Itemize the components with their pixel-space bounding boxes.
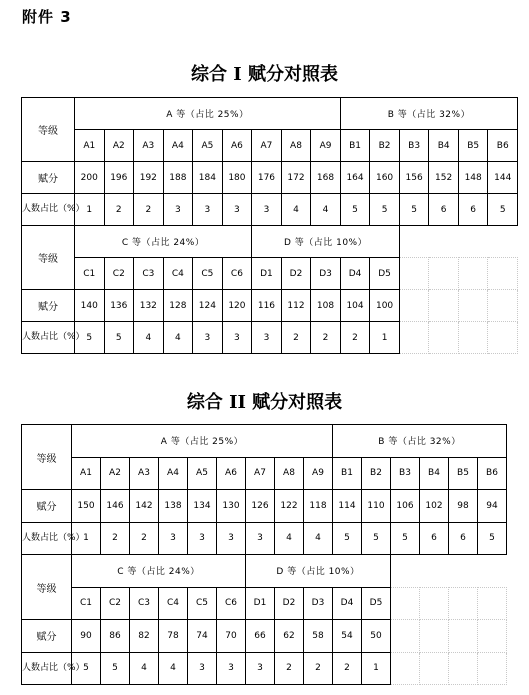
ratio-cell: 6 <box>458 194 488 226</box>
grade-category-header: A 等（占比 25%） <box>75 98 341 130</box>
ratio-cell: 2 <box>134 194 164 226</box>
score-cell: 176 <box>252 162 282 194</box>
score-cell: 126 <box>246 490 275 523</box>
score-cell: 86 <box>101 620 130 653</box>
empty-cell <box>399 290 429 322</box>
ratio-cell: 2 <box>101 522 130 555</box>
score-cell: 116 <box>252 290 282 322</box>
grade-category-header: A 等（占比 25%） <box>72 425 333 458</box>
score-cell: 50 <box>362 620 391 653</box>
grade-code-cell: C2 <box>101 587 130 620</box>
ratio-cell: 4 <box>311 194 341 226</box>
grade-label: 等级 <box>22 226 75 290</box>
grade-category-header: D 等（占比 10%） <box>252 226 400 258</box>
ratio-cell: 1 <box>75 194 105 226</box>
grade-code-row <box>22 258 518 290</box>
grade-code-cell: D2 <box>275 587 304 620</box>
score-cell: 148 <box>458 162 488 194</box>
empty-cell <box>429 258 459 290</box>
category-row <box>22 425 507 458</box>
score-cell: 140 <box>75 290 105 322</box>
score-cell: 98 <box>449 490 478 523</box>
ratio-cell: 1 <box>72 522 101 555</box>
grade-label: 等级 <box>22 555 72 620</box>
ratio-cell: 5 <box>478 522 507 555</box>
ratio-cell: 3 <box>188 652 217 685</box>
grade-code-cell: B2 <box>370 130 400 162</box>
ratio-cell: 5 <box>104 322 134 354</box>
ratio-cell: 2 <box>104 194 134 226</box>
ratio-cell: 4 <box>304 522 333 555</box>
score-cell: 54 <box>333 620 362 653</box>
grade-code-cell: A6 <box>217 457 246 490</box>
ratio-cell: 5 <box>101 652 130 685</box>
score-cell: 78 <box>159 620 188 653</box>
grade-code-cell: B5 <box>458 130 488 162</box>
ratio-label: 人数占比（%） <box>22 322 75 354</box>
category-row <box>22 226 518 258</box>
empty-cell <box>429 290 459 322</box>
ratio-cell: 3 <box>217 652 246 685</box>
ratio-cell: 2 <box>311 322 341 354</box>
ratio-cell: 3 <box>252 194 282 226</box>
ratio-cell: 3 <box>222 322 252 354</box>
score-cell: 82 <box>130 620 159 653</box>
grade-category-header: C 等（占比 24%） <box>72 555 246 588</box>
score-cell: 200 <box>75 162 105 194</box>
grade-code-cell: D2 <box>281 258 311 290</box>
grade-code-cell: B4 <box>420 457 449 490</box>
grade-code-cell: B3 <box>399 130 429 162</box>
score-cell: 180 <box>222 162 252 194</box>
score-cell: 74 <box>188 620 217 653</box>
score-cell: 94 <box>478 490 507 523</box>
grade-code-cell: B6 <box>488 130 518 162</box>
grade-code-cell: A4 <box>159 457 188 490</box>
empty-cell <box>420 652 449 685</box>
empty-cell <box>458 258 488 290</box>
ratio-cell: 5 <box>333 522 362 555</box>
ratio-cell: 3 <box>252 322 282 354</box>
score-cell: 124 <box>193 290 223 322</box>
grade-category-header: C 等（占比 24%） <box>75 226 252 258</box>
grade-code-cell: A1 <box>75 130 105 162</box>
empty-cell <box>420 587 449 620</box>
ratio-cell: 2 <box>340 322 370 354</box>
score-cell: 136 <box>104 290 134 322</box>
score-cell: 114 <box>333 490 362 523</box>
score-cell: 142 <box>130 490 159 523</box>
grade-category-header: D 等（占比 10%） <box>246 555 391 588</box>
ratio-cell: 4 <box>130 652 159 685</box>
ratio-cell: 3 <box>217 522 246 555</box>
grade-code-cell: D5 <box>370 258 400 290</box>
grade-code-cell: D5 <box>362 587 391 620</box>
grade-code-cell: D1 <box>246 587 275 620</box>
grade-code-cell: A8 <box>281 130 311 162</box>
score-cell: 132 <box>134 290 164 322</box>
ratio-cell: 4 <box>159 652 188 685</box>
grade-code-cell: A5 <box>193 130 223 162</box>
category-row <box>22 555 507 588</box>
empty-cell <box>488 290 518 322</box>
ratio-cell: 4 <box>281 194 311 226</box>
ratio-cell: 3 <box>246 522 275 555</box>
ratio-cell: 3 <box>246 652 275 685</box>
grade-code-cell: C3 <box>134 258 164 290</box>
score-cell: 100 <box>370 290 400 322</box>
ratio-cell: 5 <box>340 194 370 226</box>
grade-code-row <box>22 587 507 620</box>
score-cell: 196 <box>104 162 134 194</box>
grade-code-cell: D4 <box>340 258 370 290</box>
score-cell: 172 <box>281 162 311 194</box>
score-label: 赋分 <box>22 162 75 194</box>
empty-cell <box>449 620 478 653</box>
empty-cell <box>478 555 507 588</box>
grade-category-header: B 等（占比 32%） <box>333 425 507 458</box>
attachment-label: 附件 3 <box>22 8 72 26</box>
ratio-cell: 3 <box>159 522 188 555</box>
grade-code-cell: B2 <box>362 457 391 490</box>
ratio-cell: 5 <box>370 194 400 226</box>
table-2-title: 综合 II 赋分对照表 <box>186 392 343 413</box>
score-table-2 <box>21 424 507 685</box>
score-cell: 58 <box>304 620 333 653</box>
empty-cell <box>458 226 488 258</box>
score-cell: 90 <box>72 620 101 653</box>
score-cell: 134 <box>188 490 217 523</box>
ratio-cell: 4 <box>275 522 304 555</box>
score-label: 赋分 <box>22 490 72 523</box>
empty-cell <box>391 652 420 685</box>
ratio-row <box>22 322 518 354</box>
score-cell: 118 <box>304 490 333 523</box>
score-cell: 122 <box>275 490 304 523</box>
grade-code-cell: B6 <box>478 457 507 490</box>
ratio-cell: 1 <box>370 322 400 354</box>
empty-cell <box>488 322 518 354</box>
grade-code-cell: C6 <box>217 587 246 620</box>
score-label: 赋分 <box>22 620 72 653</box>
score-table-1 <box>21 97 518 354</box>
category-row <box>22 98 518 130</box>
score-cell: 130 <box>217 490 246 523</box>
empty-cell <box>478 620 507 653</box>
empty-cell <box>420 555 449 588</box>
grade-code-cell: C6 <box>222 258 252 290</box>
score-cell: 102 <box>420 490 449 523</box>
ratio-cell: 3 <box>193 194 223 226</box>
grade-code-cell: A2 <box>101 457 130 490</box>
score-row <box>22 620 507 653</box>
empty-cell <box>478 652 507 685</box>
score-cell: 146 <box>101 490 130 523</box>
grade-code-cell: A6 <box>222 130 252 162</box>
empty-cell <box>420 620 449 653</box>
score-cell: 152 <box>429 162 459 194</box>
grade-code-cell: B4 <box>429 130 459 162</box>
score-cell: 160 <box>370 162 400 194</box>
score-cell: 188 <box>163 162 193 194</box>
ratio-label: 人数占比（%） <box>22 522 72 555</box>
score-cell: 62 <box>275 620 304 653</box>
table-1-title: 综合 I 赋分对照表 <box>191 64 338 85</box>
ratio-cell: 5 <box>399 194 429 226</box>
score-cell: 108 <box>311 290 341 322</box>
empty-cell <box>478 587 507 620</box>
empty-cell <box>449 652 478 685</box>
ratio-cell: 3 <box>188 522 217 555</box>
ratio-row <box>22 194 518 226</box>
ratio-cell: 5 <box>362 522 391 555</box>
ratio-cell: 5 <box>488 194 518 226</box>
grade-code-cell: A9 <box>304 457 333 490</box>
grade-code-cell: A5 <box>188 457 217 490</box>
empty-cell <box>399 226 429 258</box>
empty-cell <box>458 290 488 322</box>
empty-cell <box>488 258 518 290</box>
empty-cell <box>429 322 459 354</box>
grade-code-cell: A2 <box>104 130 134 162</box>
grade-code-cell: C3 <box>130 587 159 620</box>
empty-cell <box>449 555 478 588</box>
empty-cell <box>429 226 459 258</box>
grade-code-cell: D3 <box>304 587 333 620</box>
ratio-cell: 3 <box>163 194 193 226</box>
score-cell: 104 <box>340 290 370 322</box>
empty-cell <box>391 555 420 588</box>
ratio-row <box>22 522 507 555</box>
grade-code-cell: C1 <box>72 587 101 620</box>
score-cell: 106 <box>391 490 420 523</box>
ratio-cell: 5 <box>72 652 101 685</box>
grade-code-cell: C5 <box>193 258 223 290</box>
score-cell: 144 <box>488 162 518 194</box>
grade-code-cell: D4 <box>333 587 362 620</box>
score-cell: 120 <box>222 290 252 322</box>
ratio-cell: 3 <box>193 322 223 354</box>
grade-code-cell: A3 <box>130 457 159 490</box>
ratio-cell: 4 <box>163 322 193 354</box>
score-row <box>22 290 518 322</box>
empty-cell <box>399 258 429 290</box>
grade-code-cell: D1 <box>252 258 282 290</box>
ratio-label: 人数占比（%） <box>22 652 72 685</box>
grade-code-row <box>22 130 518 162</box>
empty-cell <box>488 226 518 258</box>
grade-code-cell: A3 <box>134 130 164 162</box>
score-label: 赋分 <box>22 290 75 322</box>
ratio-cell: 2 <box>275 652 304 685</box>
grade-code-cell: A7 <box>252 130 282 162</box>
grade-code-cell: C5 <box>188 587 217 620</box>
ratio-cell: 5 <box>391 522 420 555</box>
grade-code-cell: B3 <box>391 457 420 490</box>
ratio-cell: 3 <box>222 194 252 226</box>
score-cell: 66 <box>246 620 275 653</box>
ratio-cell: 2 <box>130 522 159 555</box>
score-cell: 156 <box>399 162 429 194</box>
score-row <box>22 490 507 523</box>
empty-cell <box>391 587 420 620</box>
score-cell: 168 <box>311 162 341 194</box>
grade-code-cell: A9 <box>311 130 341 162</box>
ratio-row <box>22 652 507 685</box>
grade-label: 等级 <box>22 98 75 162</box>
ratio-cell: 6 <box>429 194 459 226</box>
empty-cell <box>399 322 429 354</box>
grade-code-cell: A8 <box>275 457 304 490</box>
grade-code-cell: C4 <box>163 258 193 290</box>
ratio-cell: 2 <box>281 322 311 354</box>
score-cell: 128 <box>163 290 193 322</box>
grade-code-row <box>22 457 507 490</box>
grade-code-cell: C1 <box>75 258 105 290</box>
empty-cell <box>449 587 478 620</box>
score-cell: 150 <box>72 490 101 523</box>
score-cell: 112 <box>281 290 311 322</box>
ratio-cell: 6 <box>449 522 478 555</box>
grade-category-header: B 等（占比 32%） <box>340 98 517 130</box>
grade-code-cell: D3 <box>311 258 341 290</box>
empty-cell <box>458 322 488 354</box>
grade-code-cell: C2 <box>104 258 134 290</box>
score-cell: 164 <box>340 162 370 194</box>
ratio-cell: 4 <box>134 322 164 354</box>
ratio-cell: 2 <box>304 652 333 685</box>
score-cell: 138 <box>159 490 188 523</box>
grade-label: 等级 <box>22 425 72 490</box>
ratio-cell: 1 <box>362 652 391 685</box>
score-row <box>22 162 518 194</box>
grade-code-cell: B5 <box>449 457 478 490</box>
grade-code-cell: A7 <box>246 457 275 490</box>
grade-code-cell: B1 <box>333 457 362 490</box>
ratio-cell: 5 <box>75 322 105 354</box>
score-cell: 184 <box>193 162 223 194</box>
ratio-cell: 6 <box>420 522 449 555</box>
score-cell: 70 <box>217 620 246 653</box>
empty-cell <box>391 620 420 653</box>
ratio-cell: 2 <box>333 652 362 685</box>
grade-code-cell: A1 <box>72 457 101 490</box>
score-cell: 110 <box>362 490 391 523</box>
grade-code-cell: C4 <box>159 587 188 620</box>
grade-code-cell: A4 <box>163 130 193 162</box>
ratio-label: 人数占比（%） <box>22 194 75 226</box>
grade-code-cell: B1 <box>340 130 370 162</box>
score-cell: 192 <box>134 162 164 194</box>
